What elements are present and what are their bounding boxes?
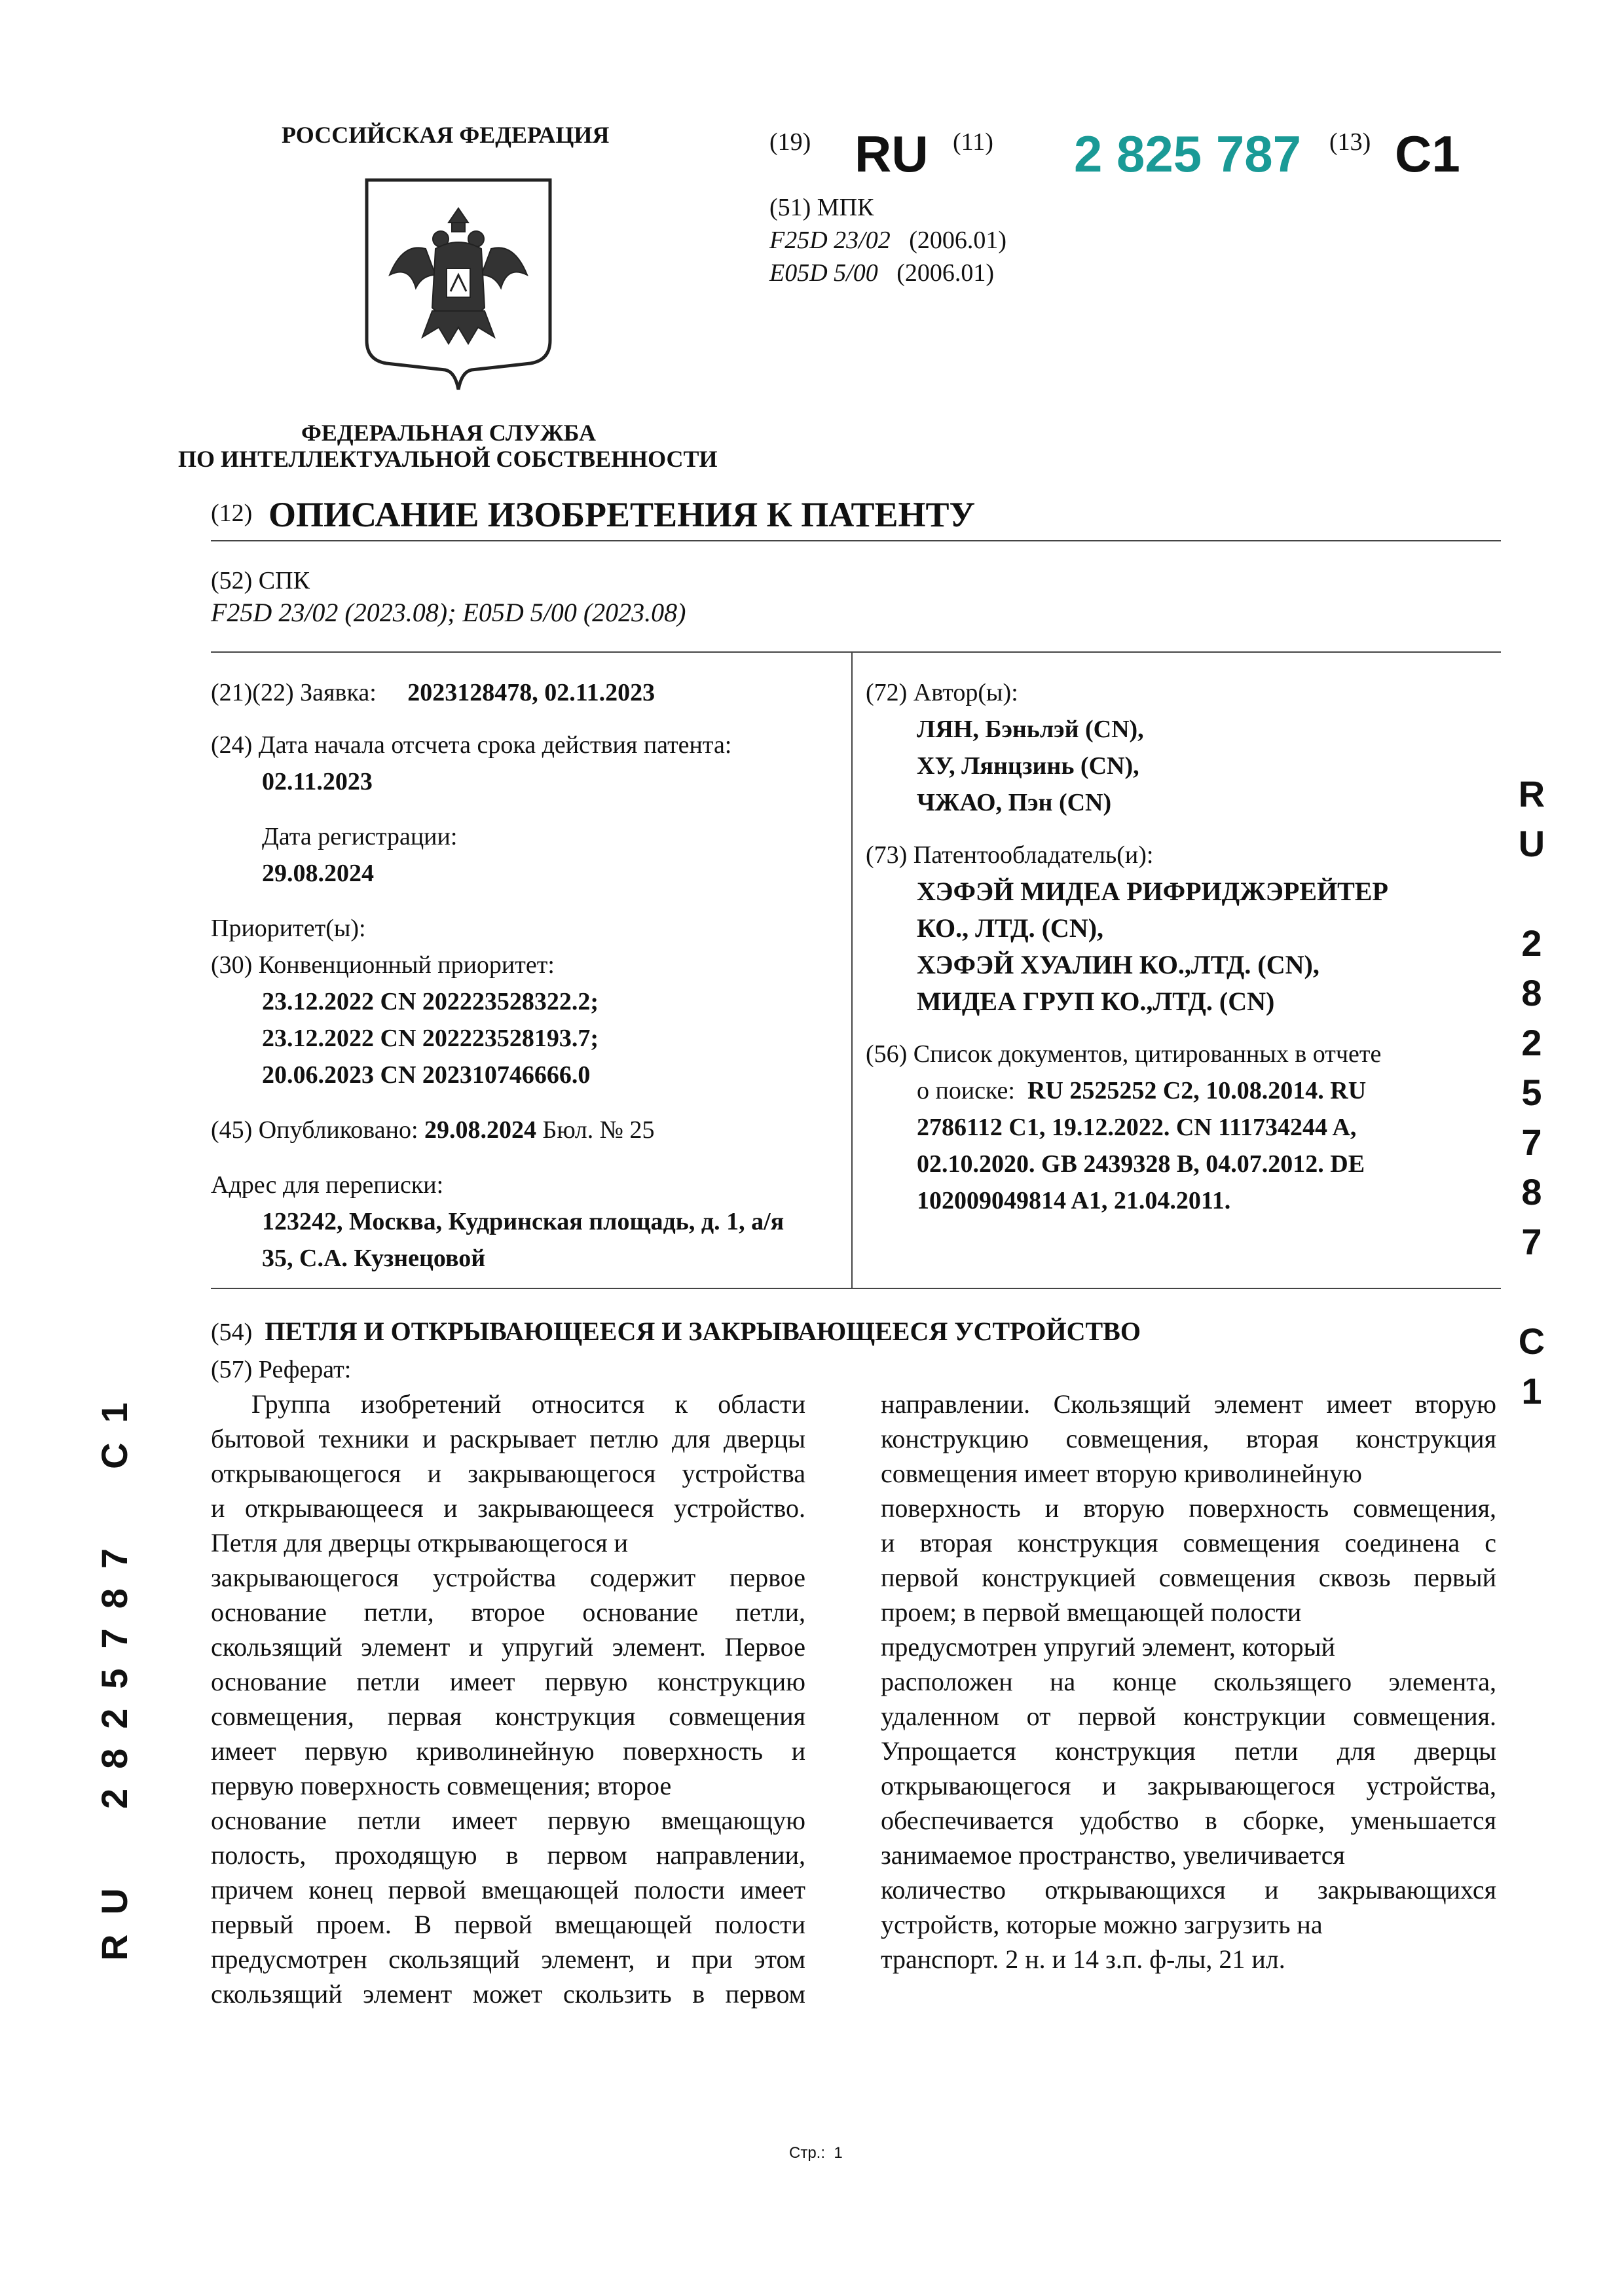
divider bbox=[211, 1288, 1501, 1289]
russian-coat-of-arms-icon bbox=[363, 177, 553, 393]
published-row bbox=[211, 1112, 840, 1148]
abstract-line: полость, проходящую в первом направлении, bbox=[211, 1840, 805, 1870]
side-label-right bbox=[1515, 769, 1548, 1416]
code-13: (13) bbox=[1329, 128, 1371, 156]
side-char: 2 bbox=[1521, 1022, 1542, 1063]
side-char: 7 bbox=[1521, 1121, 1542, 1163]
address-line: 35, С.А. Кузнецовой bbox=[262, 1245, 486, 1272]
page-label: Стр.: bbox=[789, 2144, 826, 2162]
citations-label: (56) Список документов, цитированных в отчете bbox=[866, 1040, 1382, 1068]
owners-label: (73) Патентообладатель(и): bbox=[866, 841, 1154, 869]
country-name: РОССИЙСКАЯ ФЕДЕРАЦИЯ bbox=[282, 122, 610, 148]
address-line: 123242, Москва, Кудринская площадь, д. 1, а/я bbox=[262, 1208, 784, 1235]
abstract-line: первую поверхность совмещения; второе bbox=[211, 1771, 672, 1800]
side-char bbox=[1515, 869, 1548, 919]
code-11: (11) bbox=[953, 128, 993, 156]
registration-label: Дата регистрации: bbox=[262, 823, 458, 850]
code-54: (54) bbox=[211, 1319, 253, 1346]
citations-first-line bbox=[866, 1072, 1494, 1109]
author: ЧЖАО, Пэн (CN) bbox=[917, 789, 1112, 816]
abstract-column-1 bbox=[211, 1387, 805, 2011]
kind-code: C1 bbox=[1395, 125, 1460, 183]
emblem-frame bbox=[363, 177, 553, 393]
side-char: 2 bbox=[1521, 922, 1542, 964]
abstract-line: первой конструкцией совмещения сквозь первый bbox=[881, 1563, 1496, 1592]
abstract-label: (57) Реферат: bbox=[211, 1356, 352, 1383]
agency-line-2: ПО ИНТЕЛЛЕКТУАЛЬНОЙ СОБСТВЕННОСТИ bbox=[178, 446, 718, 472]
abstract-line: Петля для дверцы открывающегося и bbox=[211, 1528, 629, 1558]
abstract-line: совмещения имеет вторую криволинейную bbox=[881, 1459, 1362, 1488]
bulletin: Бюл. № 25 bbox=[542, 1116, 655, 1144]
cpc-value: F25D 23/02 (2023.08); E05D 5/00 (2023.08) bbox=[211, 598, 686, 627]
priority-item: 23.12.2022 CN 202223528322.2; bbox=[262, 988, 599, 1015]
registration-value: 29.08.2024 bbox=[262, 860, 374, 887]
abstract-line: основание петли, второе основание петли, bbox=[211, 1597, 805, 1627]
abstract-line: совмещения, первая конструкция совмещения bbox=[211, 1702, 805, 1731]
abstract-line: занимаемое пространство, увеличивается bbox=[881, 1840, 1345, 1870]
author: ХУ, Лянцзинь (CN), bbox=[917, 752, 1139, 780]
owner: ХЭФЭЙ ХУАЛИН КО.,ЛТД. (CN), bbox=[917, 950, 1320, 979]
side-char: 5 bbox=[1521, 1072, 1542, 1113]
page-footer bbox=[789, 2144, 843, 2162]
priority-label: Приоритет(ы): bbox=[211, 915, 366, 942]
abstract-line: направлении. Скользящий элемент имеет вторую bbox=[881, 1389, 1496, 1419]
abstract-line: основание петли имеет первую конструкцию bbox=[211, 1667, 805, 1696]
side-char: U bbox=[1518, 823, 1545, 864]
application-row bbox=[211, 674, 840, 711]
application-value: 2023128478, 02.11.2023 bbox=[407, 679, 655, 706]
side-label-left-text: RU 2825787 C1 bbox=[94, 1383, 135, 1961]
abstract-line: скользящий элемент может скользить в первом bbox=[211, 1979, 805, 2009]
owner: КО., ЛТД. (CN), bbox=[917, 913, 1104, 943]
convention-label: (30) Конвенционный приоритет: bbox=[211, 951, 555, 979]
ipc-entry bbox=[769, 226, 1006, 255]
invention-title-row bbox=[211, 1316, 1141, 1347]
side-label-left bbox=[92, 1293, 138, 1961]
published-label: (45) Опубликовано: bbox=[211, 1116, 418, 1144]
abstract-line: количество открывающихся и закрывающихся bbox=[881, 1875, 1496, 1904]
abstract-line: имеет первую криволинейную поверхность и bbox=[211, 1736, 805, 1766]
abstract-line: Упрощается конструкция петли для дверцы bbox=[881, 1736, 1496, 1766]
term-start-value: 02.11.2023 bbox=[262, 768, 373, 795]
abstract-line: открывающегося и закрывающегося устройства bbox=[211, 1459, 805, 1488]
application-label: (21)(22) Заявка: bbox=[211, 679, 377, 706]
abstract-line: конструкцию совмещения, вторая конструкция bbox=[881, 1424, 1496, 1453]
term-start-label: (24) Дата начала отсчета срока действия патента: bbox=[211, 731, 732, 759]
abstract-line: первый проем. В первой вмещающей полости bbox=[211, 1910, 805, 1939]
abstract-line: и вторая конструкция совмещения соединена с bbox=[881, 1528, 1496, 1558]
citation-text: 102009049814 A1, 21.04.2011. bbox=[917, 1187, 1231, 1214]
code-12: (12) bbox=[211, 500, 253, 527]
page-number: 1 bbox=[834, 2144, 843, 2162]
abstract-line: удаленном от первой конструкции совмещения. bbox=[881, 1702, 1496, 1731]
abstract-line: обеспечивается удобство в сборке, уменьшается bbox=[881, 1806, 1496, 1835]
ipc-class: E05D 5/00 bbox=[769, 259, 878, 287]
ipc-class: F25D 23/02 bbox=[769, 227, 891, 254]
country-code: RU bbox=[855, 125, 929, 183]
abstract-column-2 bbox=[881, 1387, 1496, 1977]
published-value: 29.08.2024 bbox=[424, 1116, 537, 1144]
abstract-line: Группа изобретений относится к области bbox=[251, 1389, 805, 1419]
document-type: ОПИСАНИЕ ИЗОБРЕТЕНИЯ К ПАТЕНТУ bbox=[268, 495, 976, 534]
abstract-line: скользящий элемент и упругий элемент. Первое bbox=[211, 1632, 805, 1662]
abstract-line: проем; в первой вмещающей полости bbox=[881, 1597, 1302, 1627]
side-char: 7 bbox=[1521, 1221, 1542, 1262]
abstract-line: закрывающегося устройства содержит первое bbox=[211, 1563, 805, 1592]
divider bbox=[211, 651, 1501, 653]
authors-label: (72) Автор(ы): bbox=[866, 679, 1018, 706]
side-char: R bbox=[1518, 773, 1545, 814]
citation-text: RU 2525252 C2, 10.08.2014. RU bbox=[1027, 1077, 1367, 1104]
abstract-line: основание петли имеет первую вмещающую bbox=[211, 1806, 805, 1835]
author: ЛЯН, Бэньлэй (CN), bbox=[917, 716, 1144, 743]
code-19: (19) bbox=[769, 128, 811, 156]
abstract-line: предусмотрен упругий элемент, который bbox=[881, 1632, 1335, 1662]
invention-title: ПЕТЛЯ И ОТКРЫВАЮЩЕЕСЯ И ЗАКРЫВАЮЩЕЕСЯ УСТРОЙСТВО bbox=[265, 1317, 1141, 1346]
agency-line-1: ФЕДЕРАЛЬНАЯ СЛУЖБА bbox=[301, 420, 596, 446]
abstract-line: поверхность и вторую поверхность совмещения, bbox=[881, 1493, 1496, 1523]
abstract-line: причем конец первой вмещающей полости имеет bbox=[211, 1875, 805, 1904]
citations-label-cont: о поиске: bbox=[917, 1077, 1015, 1104]
abstract-line: устройств, которые можно загрузить на bbox=[881, 1910, 1323, 1939]
abstract-line: предусмотрен скользящий элемент, и при этом bbox=[211, 1944, 805, 1974]
ipc-label: (51) МПК bbox=[769, 194, 874, 221]
side-char: 8 bbox=[1521, 972, 1542, 1013]
side-char bbox=[1515, 1267, 1548, 1317]
abstract-line: бытовой техники и раскрывает петлю для дверцы bbox=[211, 1424, 805, 1453]
abstract-line: открывающегося и закрывающегося устройства, bbox=[881, 1771, 1496, 1800]
owner: ХЭФЭЙ МИДЕА РИФРИДЖЭРЕЙТЕР bbox=[917, 877, 1388, 906]
address-label: Адрес для переписки: bbox=[211, 1171, 444, 1199]
column-divider bbox=[851, 653, 853, 1288]
citation-text: 02.10.2020. GB 2439328 B, 04.07.2012. DE bbox=[917, 1150, 1365, 1178]
divider bbox=[211, 540, 1501, 541]
cpc-label: (52) СПК bbox=[211, 567, 310, 594]
ipc-version: (2006.01) bbox=[896, 259, 995, 287]
side-char: C bbox=[1518, 1321, 1545, 1362]
abstract-line: транспорт. 2 н. и 14 з.п. ф-лы, 21 ил. bbox=[881, 1944, 1285, 1974]
ipc-entry bbox=[769, 259, 994, 287]
left-biblio-column bbox=[211, 674, 840, 1277]
side-char: 1 bbox=[1521, 1370, 1542, 1412]
priority-item: 20.06.2023 CN 202310746666.0 bbox=[262, 1061, 591, 1089]
abstract-line: расположен на конце скользящего элемента, bbox=[881, 1667, 1496, 1696]
owner: МИДЕА ГРУП КО.,ЛТД. (CN) bbox=[917, 987, 1275, 1016]
patent-number: 2 825 787 bbox=[1074, 125, 1302, 183]
abstract-line: и открывающееся и закрывающееся устройство. bbox=[211, 1493, 805, 1523]
ipc-version: (2006.01) bbox=[909, 227, 1007, 254]
right-biblio-column bbox=[866, 674, 1494, 1219]
side-char: 8 bbox=[1521, 1171, 1542, 1212]
citation-text: 2786112 C1, 19.12.2022. CN 111734244 A, bbox=[917, 1114, 1357, 1141]
priority-item: 23.12.2022 CN 202223528193.7; bbox=[262, 1025, 599, 1052]
